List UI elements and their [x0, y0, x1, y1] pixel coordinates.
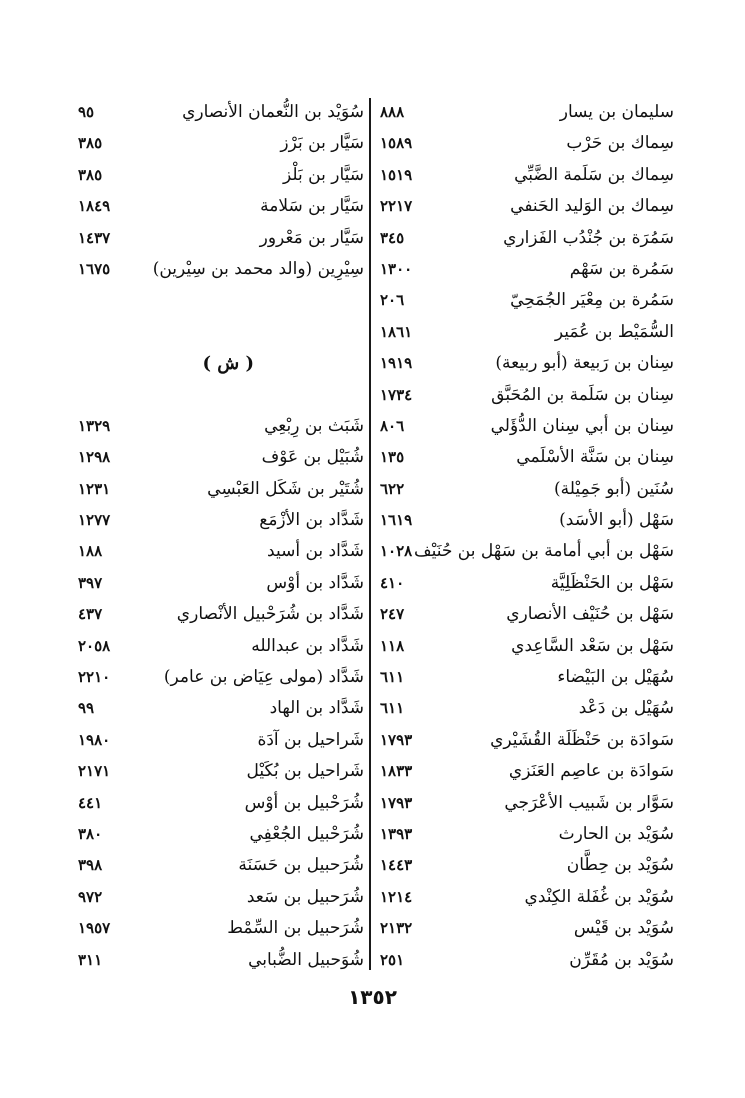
entry-name: شُوَحبيل الضُّبابي	[248, 949, 364, 970]
blank-row	[78, 285, 364, 316]
entry-number: ١٥١٩	[380, 165, 413, 184]
entry-name: السُّمَيْط بن عُمَير	[554, 321, 674, 342]
entry-name: سُهَيْل بن دَعْد	[578, 698, 674, 719]
index-entry	[78, 882, 364, 913]
index-entry	[78, 662, 364, 693]
entry-number: ١٢٣١	[78, 479, 111, 498]
entry-name: سَيَّار بن بَرْز	[280, 133, 364, 154]
entry-number: ١٥٨٩	[380, 134, 413, 153]
index-entry	[374, 599, 674, 630]
entry-name: سَمُرة بن مِعْيَر الجُمَحِيّ	[510, 290, 674, 311]
index-entry	[374, 850, 674, 881]
section-heading-row	[78, 348, 364, 379]
left-column	[78, 97, 364, 976]
entry-number: ١٧٩٣	[380, 730, 413, 749]
index-entry	[374, 160, 674, 191]
entry-number: ٨٨٨	[380, 103, 405, 121]
entry-name: سُوَيْد بن مُقَرِّن	[569, 949, 674, 970]
entry-number: ١٨٦١	[380, 322, 413, 341]
entry-name: سُهَيْل بن البَيْضاء	[557, 667, 674, 688]
entry-number: ٢١٧١	[78, 762, 111, 781]
entry-name: سِماك بن حَرْب	[566, 133, 674, 154]
section-heading: ( ش )	[202, 353, 254, 375]
index-entry	[78, 223, 364, 254]
entry-name: شَدَّاد بن الهاد	[269, 698, 364, 719]
index-entry	[78, 568, 364, 599]
column-divider	[369, 98, 371, 970]
index-entry	[374, 97, 674, 128]
entry-number: ١٨٣٣	[380, 762, 413, 781]
entry-number: ١٦١٩	[380, 511, 413, 530]
entry-name: سَيَّار بن سَلامة	[260, 196, 364, 217]
entry-number: ١٢٧٧	[78, 511, 111, 530]
entry-name: شَدَّاد بن أسيد	[267, 541, 364, 562]
entry-name: سُوَيْد بن الحارث	[558, 823, 674, 844]
entry-number: ٤٣٧	[78, 605, 103, 624]
entry-number: ١٩٨٠	[78, 730, 111, 749]
entry-number: ١٣٥	[380, 448, 405, 467]
entry-number: ١٦٧٥	[78, 259, 111, 278]
index-entry	[78, 474, 364, 505]
entry-number: ١٣٠٠	[380, 259, 413, 278]
entry-name: سِنان بن سَنَّة الأسْلَمي	[516, 447, 674, 468]
entry-name: سَهْل بن سَعْد السَّاعِدي	[511, 635, 674, 656]
entry-number: ٢٢١٠	[78, 668, 111, 687]
index-entry	[374, 568, 674, 599]
entry-number: ١٢١٤	[380, 887, 413, 906]
entry-name: شُرَحْبيل بن أوْس	[244, 792, 364, 813]
index-entry	[78, 913, 364, 944]
index-entry	[78, 536, 364, 567]
entry-name: سِنان بن رَبيعة (أبو ربيعة)	[495, 353, 674, 374]
index-entry	[374, 411, 674, 442]
index-entry	[374, 317, 674, 348]
index-entry	[374, 536, 674, 567]
entry-name: سَمُرَة بن جُنْدُب الفَزاري	[503, 227, 674, 248]
entry-number: ٢١٣٢	[380, 919, 413, 938]
entry-name: سِنان بن أبي سِنان الدُّؤَلي	[490, 415, 674, 436]
index-entry	[78, 945, 364, 976]
entry-name: شُرَحبيل بن حَسَنَة	[238, 855, 364, 876]
entry-name: شَدَّاد بن عبدالله	[251, 635, 364, 656]
index-entry	[374, 788, 674, 819]
entry-number: ٤٤١	[78, 793, 103, 812]
index-entry	[374, 505, 674, 536]
entry-name: شُرَحبيل بن السِّمْط	[227, 918, 364, 939]
entry-number: ١٩٥٧	[78, 919, 111, 938]
entry-number: ١٢٩٨	[78, 448, 111, 467]
entry-name: سُوَيْد بن النُّعمان الأنصاري	[182, 102, 364, 122]
entry-name: سَهْل بن الحَنْظَلِيَّة	[550, 572, 674, 593]
index-entry	[374, 662, 674, 693]
index-entry	[78, 254, 364, 285]
entry-number: ٦١١	[380, 699, 405, 718]
index-entry	[374, 631, 674, 662]
index-entry	[78, 631, 364, 662]
entry-name: شَدَّاد بن أوْس	[266, 572, 364, 593]
index-entry	[78, 788, 364, 819]
entry-number: ١٧٩٣	[380, 793, 413, 812]
index-entry	[78, 850, 364, 881]
entry-name: سَهْل بن أبي أمامة بن سَهْل بن حُنَيْف	[414, 541, 674, 562]
entry-name: شَدَّاد (مولى عِيَاض بن عامر)	[163, 667, 364, 688]
index-entry	[374, 756, 674, 787]
entry-name: شُبَيْل بن عَوْف	[261, 447, 364, 468]
entry-name: شَبَث بن رِبْعِي	[264, 415, 364, 436]
entry-name: شَدَّاد بن الأزْمَع	[259, 510, 364, 531]
entry-name: سُوَيْد بن حِطَّان	[566, 855, 674, 876]
index-entry	[374, 442, 674, 473]
index-entry	[374, 348, 674, 379]
entry-name: سِماك بن الوَليد الحَنفي	[510, 196, 674, 217]
index-entry	[78, 599, 364, 630]
entry-name: سَيَّار بن مَعْرور	[259, 227, 364, 248]
entry-name: سِماك بن سَلَمة الضَّبِّي	[514, 164, 674, 185]
index-entry	[374, 882, 674, 913]
entry-number: ٢٥١	[380, 950, 405, 969]
entry-name: سُوَيْد بن قَيْس	[573, 918, 674, 939]
blank-row	[78, 380, 364, 411]
entry-name: سَهْل بن حُنَيْف الأنصاري	[506, 604, 674, 625]
index-entry	[374, 254, 674, 285]
right-column	[374, 97, 674, 976]
entry-number: ٤١٠	[380, 573, 405, 592]
entry-number: ٦١١	[380, 668, 405, 687]
entry-number: ١٨٤٩	[78, 197, 111, 216]
entry-name: سُوَيْد بن غُفَلة الكِنْدي	[524, 886, 674, 907]
entry-number: ٢٢١٧	[380, 197, 413, 216]
entry-number: ١٤٤٣	[380, 856, 413, 875]
index-entry	[78, 505, 364, 536]
entry-name: سَيَّار بن بَلْز	[283, 164, 364, 185]
index-entry	[78, 819, 364, 850]
entry-name: شَراحيل بن آدَة	[257, 729, 364, 750]
entry-number: ٢٠٦	[380, 291, 405, 310]
index-entry	[374, 474, 674, 505]
entry-name: شَدَّاد بن شُرَحْبيل الأنْصاري	[176, 604, 364, 625]
index-entry	[78, 97, 364, 128]
entry-number: ١٩١٩	[380, 354, 413, 373]
index-entry	[78, 442, 364, 473]
page-number: ١٣٥٢	[348, 985, 397, 1009]
entry-number: ٨٠٦	[380, 416, 405, 435]
entry-number: ٣٤٥	[380, 228, 405, 247]
entry-name: سَمُرة بن سَهْم	[569, 258, 674, 279]
index-entry	[374, 819, 674, 850]
entry-number: ٢٤٧	[380, 605, 405, 624]
entry-number: ١٧٣٤	[380, 385, 413, 404]
index-entry	[374, 693, 674, 724]
entry-name: سليمان بن يسار	[559, 102, 674, 122]
entry-number: ٩٧٢	[78, 887, 103, 906]
index-entry	[374, 128, 674, 159]
entry-name: سَوَّار بن شَبيب الأعْرَجي	[504, 792, 674, 813]
entry-name: سِيْرِين (والد محمد بن سِيْرين)	[152, 258, 364, 279]
entry-number: ١٤٣٧	[78, 228, 111, 247]
entry-name: سَوادَة بن عاصِم العَنَزي	[508, 761, 674, 782]
index-entry	[374, 191, 674, 222]
index-entry	[374, 223, 674, 254]
index-entry	[374, 945, 674, 976]
index-entry	[374, 285, 674, 316]
entry-name: شُرَحْبيل الجُعْفِي	[249, 823, 364, 844]
entry-number: ١٣٢٩	[78, 416, 111, 435]
blank-row	[78, 317, 364, 348]
entry-number: ٩٥	[78, 103, 95, 121]
entry-number: ٩٩	[78, 699, 95, 718]
entry-number: ٣٩٨	[78, 856, 103, 875]
index-entry	[78, 191, 364, 222]
entry-name: سَوادَة بن حَنْظَلَة القُشَيْري	[490, 729, 674, 750]
entry-name: سُنَين (أبو جَمِيْلة)	[554, 478, 674, 499]
index-entry	[78, 725, 364, 756]
index-entry	[374, 725, 674, 756]
index-entry	[78, 693, 364, 724]
index-entry	[78, 756, 364, 787]
entry-number: ٣٩٧	[78, 573, 103, 592]
entry-number: ٣٨٥	[78, 134, 103, 153]
entry-name: سَهْل (أبو الأسَد)	[559, 510, 674, 531]
index-entry	[78, 411, 364, 442]
entry-number: ١٠٢٨	[380, 542, 413, 561]
entry-number: ١٣٩٣	[380, 824, 413, 843]
index-entry	[78, 128, 364, 159]
entry-name: شُتَيْر بن شَكَل العَبْسِي	[207, 478, 364, 499]
entry-number: ٣٨٠	[78, 824, 103, 843]
entry-number: ٣٨٥	[78, 165, 103, 184]
entry-name: شُرَحبيل بن سَعد	[246, 886, 364, 907]
index-entry	[78, 160, 364, 191]
entry-number: ٦٢٢	[380, 479, 405, 498]
entry-number: ٢٠٥٨	[78, 636, 111, 655]
index-entry	[374, 913, 674, 944]
entry-name: شَراحيل بن بُكَيْل	[246, 761, 364, 782]
entry-name: سِنان بن سَلَمة بن المُحَبَّق	[491, 384, 674, 405]
index-entry	[374, 380, 674, 411]
entry-number: ١٨٨	[78, 542, 103, 561]
entry-number: ١١٨	[380, 636, 405, 655]
entry-number: ٣١١	[78, 950, 103, 969]
